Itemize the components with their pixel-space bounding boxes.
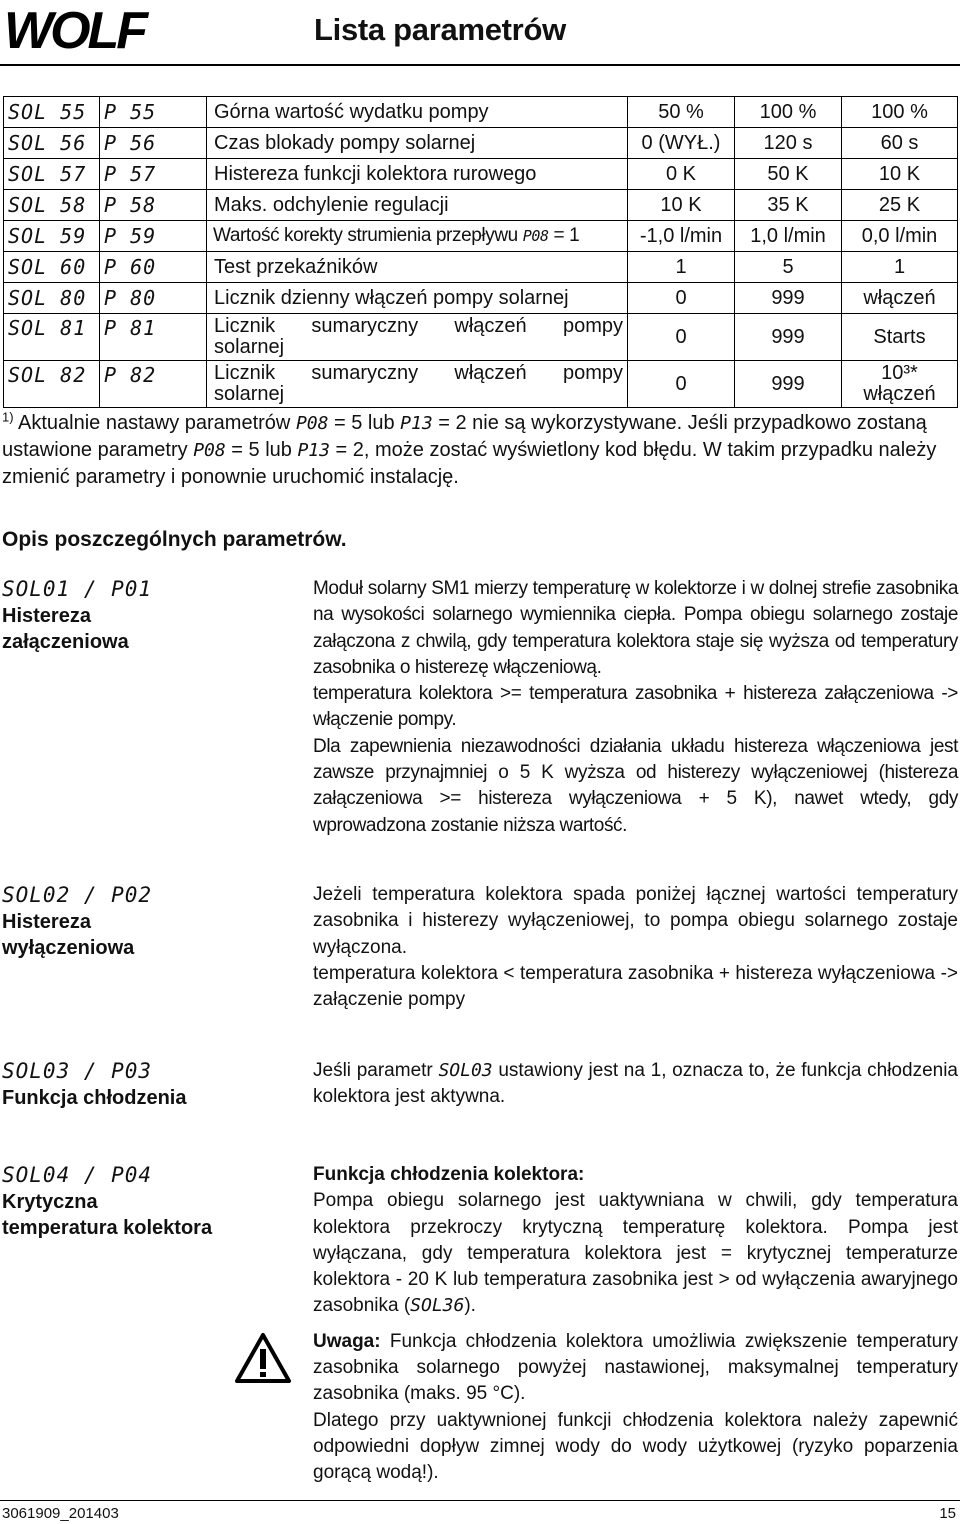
max-value: 999 xyxy=(735,314,842,361)
paragraph: Jeżeli temperatura kolektora spada poniżej łącznej wartości temperatury zasobnika i histerezy wyłączeniowej, to pompa obiegu solarnego zostaje wyłączona. xyxy=(313,884,958,958)
paragraph: temperatura kolektora < temperatura zasobnika + histereza wyłączeniowa -> załączenie pompy xyxy=(313,962,958,1011)
sol-code: SOL 56 xyxy=(4,128,100,159)
param-description: Maks. odchylenie regulacji xyxy=(207,190,628,221)
min-value: 0 xyxy=(628,314,735,361)
wolf-logo xyxy=(4,4,156,52)
max-value: 999 xyxy=(735,361,842,408)
desc-code: P08 xyxy=(522,227,549,245)
table-row xyxy=(4,97,958,128)
sol-code: SOL 59 xyxy=(4,221,100,252)
desc-text: = 1 xyxy=(548,225,580,246)
footnote-code: P13 xyxy=(297,440,330,461)
footnote-code: P08 xyxy=(295,413,329,434)
min-value: 1 xyxy=(628,252,735,283)
desc-text: Wartość korekty strumienia przepływu xyxy=(213,225,523,246)
table-row xyxy=(4,221,958,252)
text: ). xyxy=(464,1295,476,1317)
default-value: 10 K xyxy=(842,159,958,190)
min-value: 0 xyxy=(628,361,735,408)
param-label xyxy=(2,1162,292,1241)
param-description: Test przekaźników xyxy=(207,252,628,283)
table-row xyxy=(4,190,958,221)
inline-code: SOL36 xyxy=(410,1295,465,1317)
warning-label: Uwaga: xyxy=(313,1330,381,1352)
paragraph: Dlatego przy uaktywnionej funkcji chłodzenia kolektora należy zapewnić odpowiedni dopływ zimnej wody do wody użytkowej (ryzyko poparzenia gorącą wodą!). xyxy=(313,1409,958,1484)
p-code: P 80 xyxy=(100,283,207,314)
param-code: SOL01 / P01 xyxy=(2,577,153,601)
max-value: 100 % xyxy=(735,97,842,128)
param-description xyxy=(207,221,628,252)
min-value: 0 K xyxy=(628,159,735,190)
paragraph: Moduł solarny SM1 mierzy temperaturę w kolektorze i w dolnej strefie zasobnika na wysokości solarnego wymiennika ciepła. Pompa obiegu solarnego zostaje załączona z chwilą, gdy temperatura kolektora staje się wyższa od temperatury zasobnika o histerezę włączeniową. xyxy=(313,578,958,678)
param-name: temperatura kolektora xyxy=(2,1217,213,1239)
footnote-text: = 5 lub xyxy=(328,412,401,434)
footnote-text: = 2, może zostać wyświetlony kod błędu. W takim przypadku należy zmienić parametry i ponownie uruchomić instalację. xyxy=(2,439,937,488)
desc-line: Licznik sumaryczny włączeń pompy xyxy=(214,315,623,337)
text: Jeśli parametr xyxy=(313,1060,439,1081)
text: Pompa obiegu solarnego jest uaktywniana w chwili, gdy temperatura kolektora przekroczy krytyczną temperaturę kolektora. Pompa jest wyłączana, gdy temperatura kolektora jest = krytycznej temperaturze kolektora - 20 K lub temperatura zasobnika jest > od wyłączenia awaryjnego zasobnika ( xyxy=(313,1190,958,1317)
param-code: SOL02 / P02 xyxy=(2,883,153,907)
footnote xyxy=(2,410,958,491)
max-value: 35 K xyxy=(735,190,842,221)
min-value: 50 % xyxy=(628,97,735,128)
section-heading: Opis poszczególnych parametrów. xyxy=(2,528,347,551)
param-name: Histereza xyxy=(2,605,91,627)
page-number: 15 xyxy=(939,1505,956,1522)
max-value: 999 xyxy=(735,283,842,314)
p-code: P 55 xyxy=(100,97,207,128)
table-row xyxy=(4,283,958,314)
param-name: załączeniowa xyxy=(2,631,129,653)
default-value: 60 s xyxy=(842,128,958,159)
paragraph xyxy=(313,1188,958,1319)
param-text xyxy=(313,576,958,839)
min-value: 0 xyxy=(628,283,735,314)
param-description: Czas blokady pompy solarnej xyxy=(207,128,628,159)
param-text xyxy=(313,1058,958,1111)
min-value: 0 (WYŁ.) xyxy=(628,128,735,159)
param-text xyxy=(313,882,958,1013)
p-code: P 57 xyxy=(100,159,207,190)
footnote-code: P13 xyxy=(400,413,433,434)
min-value: -1,0 l/min xyxy=(628,221,735,252)
sol-code: SOL 60 xyxy=(4,252,100,283)
footnote-text: = 5 lub xyxy=(225,439,298,461)
paragraph: temperatura kolektora >= temperatura zasobnika + histereza załączeniowa -> włączenie pompy. xyxy=(313,683,958,731)
min-value: 10 K xyxy=(628,190,735,221)
footnote-text: Aktualnie nastawy parametrów xyxy=(13,412,296,434)
page-header xyxy=(0,0,960,66)
text: ustawiony jest na 1, oznacza to, że funkcja chłodzenia kolektora jest aktywna. xyxy=(313,1060,958,1108)
max-value: 50 K xyxy=(735,159,842,190)
max-value: 120 s xyxy=(735,128,842,159)
default-value: 1 xyxy=(842,252,958,283)
param-name: Krytyczna xyxy=(2,1191,98,1213)
desc-line: solarnej xyxy=(214,336,285,358)
p-code: P 56 xyxy=(100,128,207,159)
default-value: włączeń xyxy=(842,283,958,314)
paragraph xyxy=(313,1058,958,1111)
page-title: Lista parametrów xyxy=(314,12,566,47)
table-row xyxy=(4,159,958,190)
param-code: SOL04 / P04 xyxy=(2,1163,153,1187)
document-code: 3061909_201403 xyxy=(2,1505,119,1522)
p-code: P 82 xyxy=(100,361,207,408)
footnote-text: = 2 nie są wykorzystywane. Jeśli przypadkowo zostaną ustawione parametry xyxy=(2,412,927,461)
warning-icon xyxy=(234,1332,292,1384)
p-code: P 60 xyxy=(100,252,207,283)
footer-divider xyxy=(0,1500,960,1501)
header-divider xyxy=(0,64,960,66)
footnote-marker: 1) xyxy=(2,409,14,425)
sol-code: SOL 58 xyxy=(4,190,100,221)
footnote-code: P08 xyxy=(193,440,226,461)
desc-line: Licznik sumaryczny włączeń pompy xyxy=(214,362,623,384)
p-code: P 59 xyxy=(100,221,207,252)
inline-code: SOL03 xyxy=(438,1060,493,1081)
max-value: 1,0 l/min xyxy=(735,221,842,252)
warning-paragraph xyxy=(313,1329,958,1408)
sol-code: SOL 55 xyxy=(4,97,100,128)
param-description xyxy=(207,314,628,361)
param-text xyxy=(313,1162,958,1487)
default-value: 0,0 l/min xyxy=(842,221,958,252)
default-value xyxy=(842,361,958,408)
param-name: wyłączeniowa xyxy=(2,937,135,959)
default-line: 10³* xyxy=(881,362,918,384)
sol-code: SOL 80 xyxy=(4,283,100,314)
param-label xyxy=(2,1058,292,1111)
param-description: Górna wartość wydatku pompy xyxy=(207,97,628,128)
param-label xyxy=(2,882,292,961)
p-code: P 58 xyxy=(100,190,207,221)
text: Funkcja chłodzenia kolektora umożliwia zwiększenie temperatury zasobnika solarnego powyżej nastawionej, maksymalnej temperatury zasobnika (maks. 95 °C). xyxy=(313,1330,958,1405)
logo-text: WOLF xyxy=(4,4,146,52)
param-label xyxy=(2,576,292,655)
subheading: Funkcja chłodzenia kolektora: xyxy=(313,1164,585,1185)
paragraph: Dla zapewnienia niezawodności działania układu histereza włączeniowa jest zawsze przynajmniej o 5 K wyższa od histerezy wyłączeniowej (histereza załączeniowa >= histereza wyłączeniowa + 5 K), nawet wtedy, gdy wprowadzona zostanie niższa wartość. xyxy=(313,735,958,836)
param-description: Histereza funkcji kolektora rurowego xyxy=(207,159,628,190)
param-name: Histereza xyxy=(2,911,91,933)
default-value: 25 K xyxy=(842,190,958,221)
default-value: Starts xyxy=(842,314,958,361)
param-description xyxy=(207,361,628,408)
default-line: włączeń xyxy=(863,383,936,405)
table-row xyxy=(4,361,958,408)
sol-code: SOL 57 xyxy=(4,159,100,190)
table-row xyxy=(4,252,958,283)
max-value: 5 xyxy=(735,252,842,283)
parameter-table xyxy=(3,96,958,408)
p-code: P 81 xyxy=(100,314,207,361)
param-name: Funkcja chłodzenia xyxy=(2,1087,187,1109)
table-row xyxy=(4,128,958,159)
table-row xyxy=(4,314,958,361)
sol-code: SOL 82 xyxy=(4,361,100,408)
param-description: Licznik dzienny włączeń pompy solarnej xyxy=(207,283,628,314)
desc-line: solarnej xyxy=(214,383,285,405)
sol-code: SOL 81 xyxy=(4,314,100,361)
default-value: 100 % xyxy=(842,97,958,128)
param-code: SOL03 / P03 xyxy=(2,1059,153,1083)
